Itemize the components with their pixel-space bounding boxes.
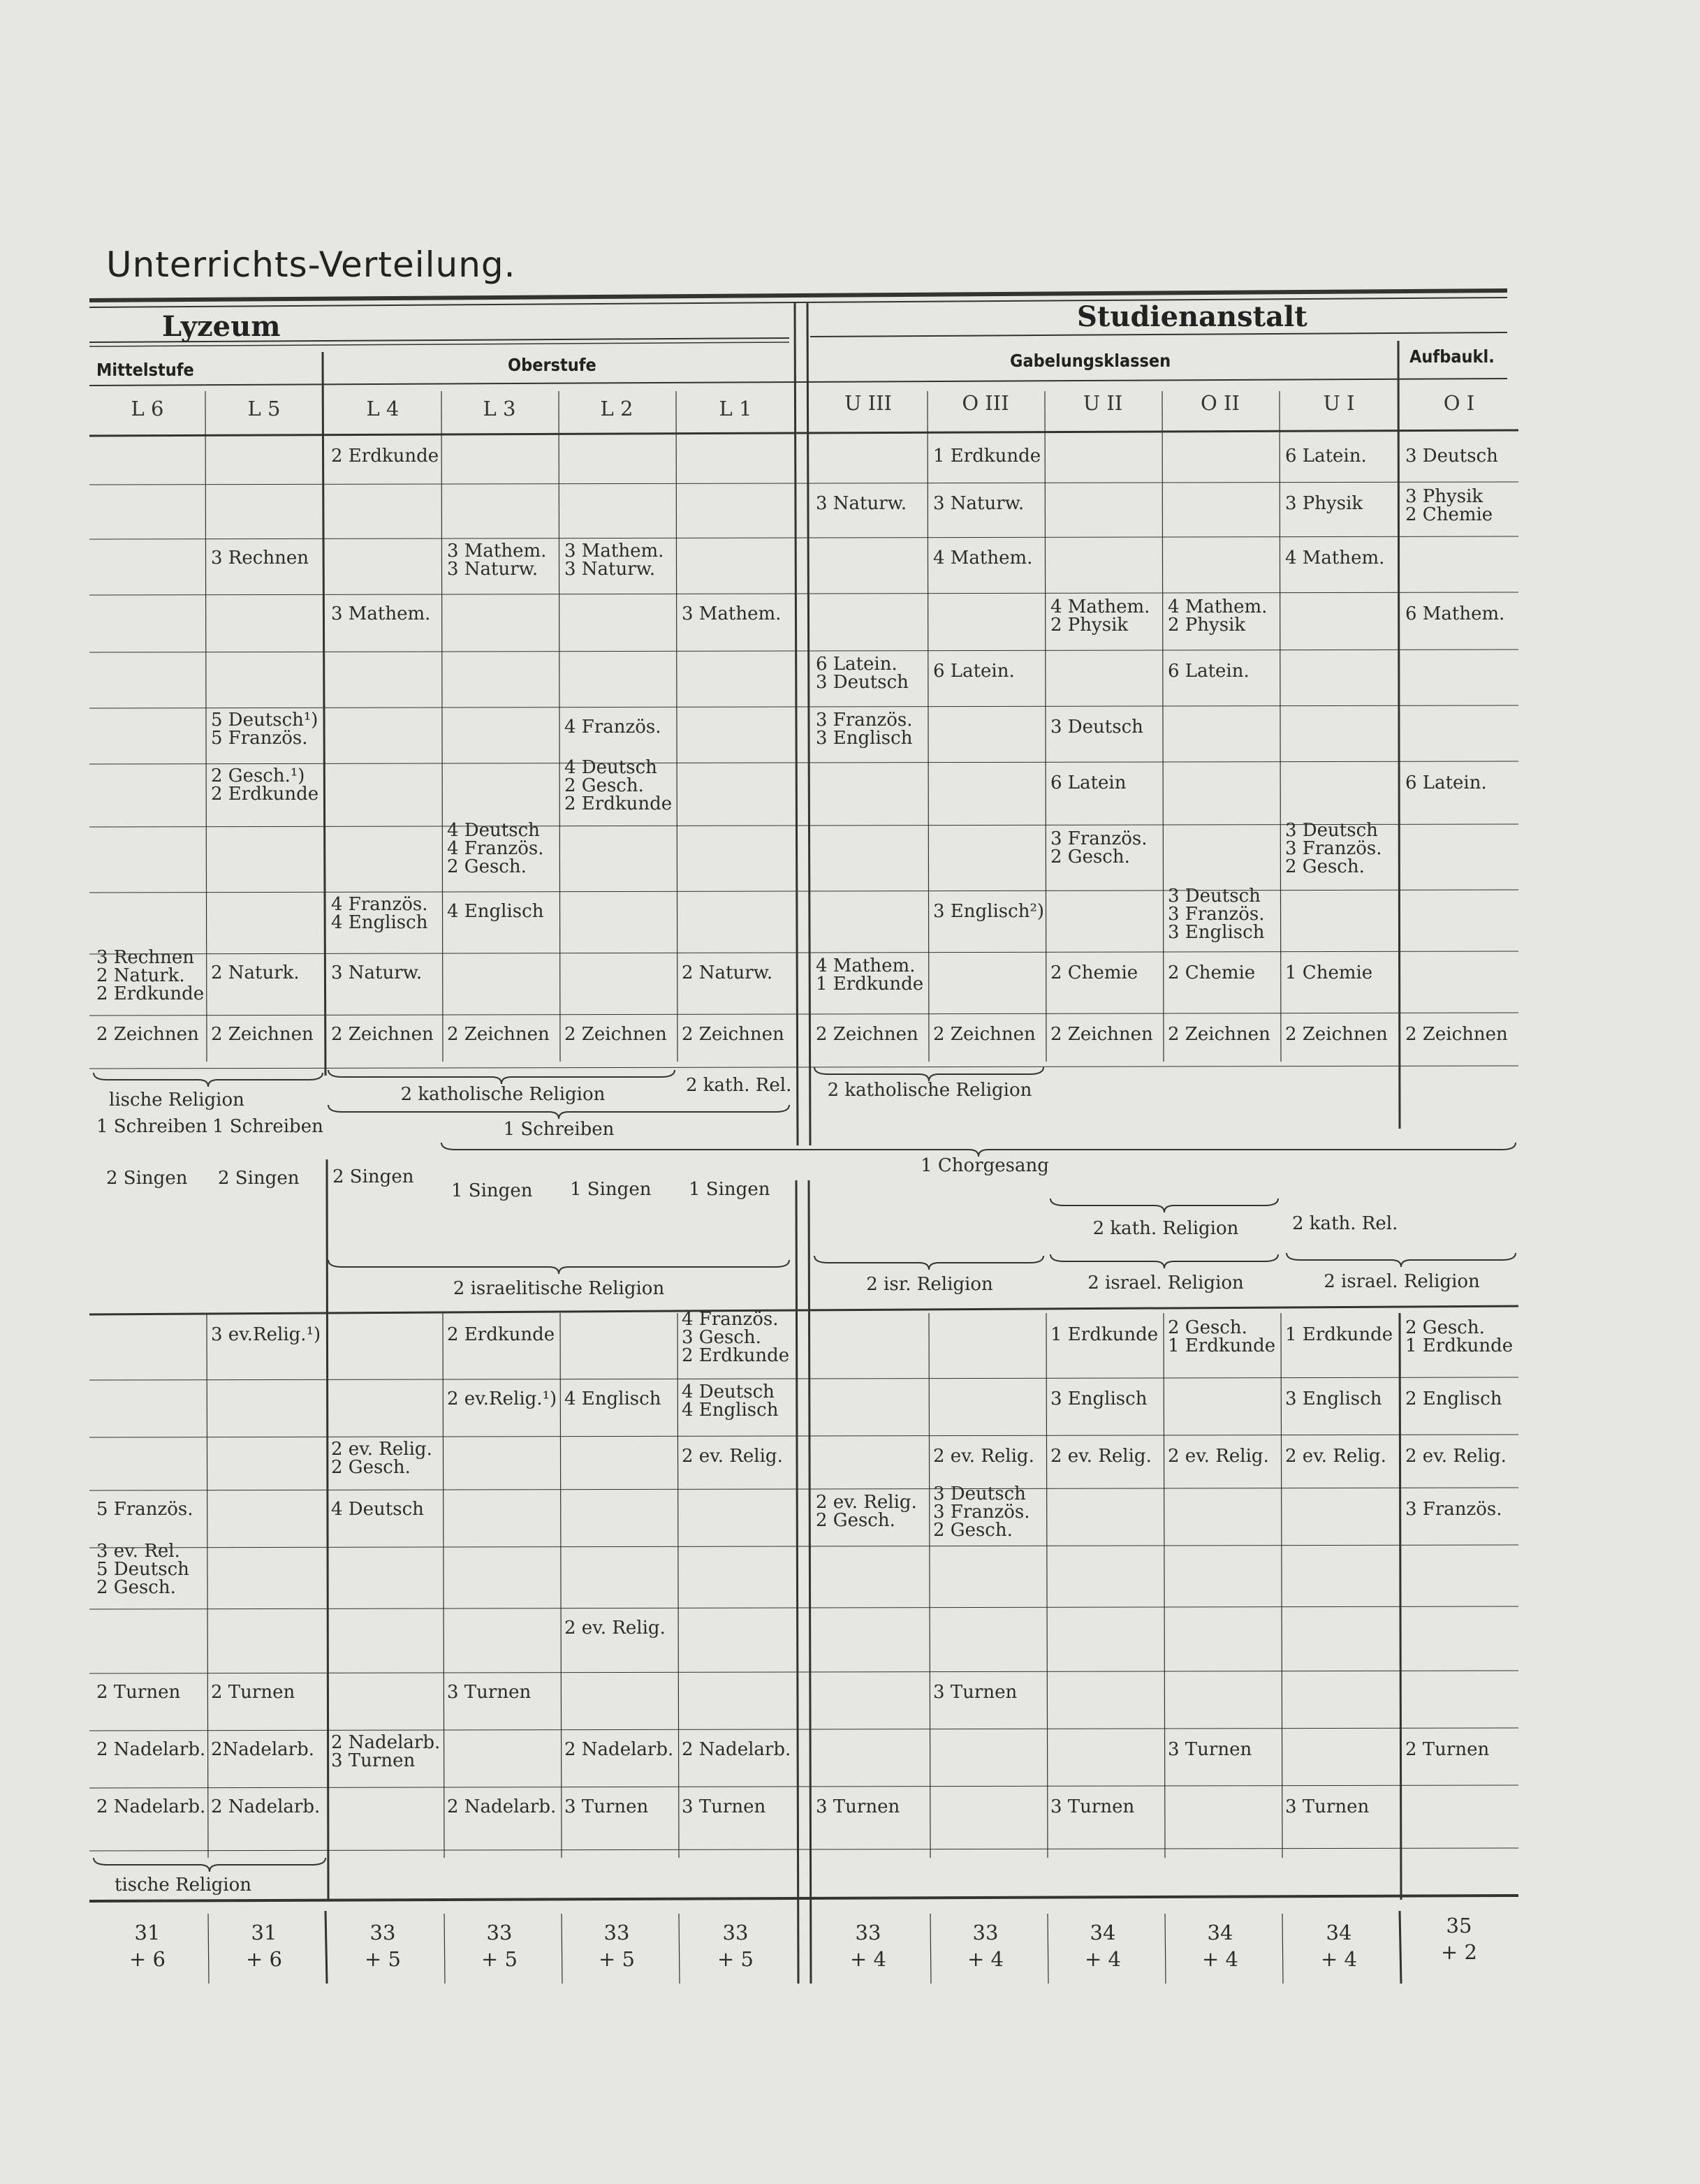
column-rule-0 [205,391,207,1062]
lesson-r6-c8: 6 Latein [1050,772,1127,793]
row-rule2-4 [89,1606,1518,1609]
page-title: Unterrichts-Verteilung. [106,244,516,285]
row-rule-8 [89,951,1518,954]
lesson-r9-c8: 2 Chemie [1050,962,1138,983]
column-rule-7 [1280,391,1281,1062]
row-rule2-6 [89,1728,1518,1731]
lesson-r4-c9: 6 Latein. [1168,661,1250,682]
class-header-o-iii: O III [962,391,1009,415]
brace-religion-bottom [94,1858,325,1872]
lesson-r9-c9: 2 Chemie [1168,962,1256,983]
lesson-r4-c6: 6 Latein. 3 Deutsch [816,654,909,693]
subheader-rule [89,379,1507,386]
lesson-r8-c7: 3 Englisch²) [933,901,1045,922]
lesson-r10-c3: 2 Zeichnen [447,1024,550,1045]
lesson-r8-c9: 3 Deutsch 3 Französ. 3 Englisch [1168,886,1265,943]
lesson-r3-c5: 3 Mathem. [682,603,782,624]
lesson-r10-c10: 2 Zeichnen [1285,1024,1388,1045]
total-hours-11: 35 + 2 [1441,1914,1477,1964]
aufbau-divider [1398,341,1400,1129]
section2-top-rule [89,1306,1518,1314]
column-rule-3 [676,391,677,1062]
catholic-religion-unterstufe: 2 katholische Religion [827,1080,1032,1101]
lesson-r0-c7: 1 Erdkunde [933,446,1041,467]
total-hours-2: 33 + 5 [365,1921,401,1971]
lesson2-r7-c9: 3 Turnen [1168,1739,1252,1760]
lesson-r2-c10: 4 Mathem. [1285,548,1385,569]
brace-schreiben [328,1105,789,1119]
row-rule2-2 [89,1488,1518,1490]
catholic-religion-l1: 2 kath. Rel. [686,1075,792,1096]
lesson2-r0-c9: 2 Gesch. 1 Erdkunde [1168,1317,1276,1356]
column-rule-5 [1045,391,1046,1062]
row-rule-0 [89,482,1518,485]
catholic-religion-ui: 2 kath. Rel. [1292,1213,1398,1234]
divider-left [795,303,798,1145]
lesson-r9-c6: 4 Mathem. 1 Erdkunde [816,955,924,995]
header-lyzeum: Lyzeum [162,310,281,343]
header-aufbauklasse: Aufbaukl. [1409,346,1495,367]
lesson2-r2-c5: 2 ev. Relig. [682,1446,783,1467]
lesson-r3-c8: 4 Mathem. 2 Physik [1050,596,1150,636]
lesson-r10-c0: 2 Zeichnen [96,1024,199,1045]
class-header-u-i: U I [1323,391,1355,415]
class-row-rule [89,430,1518,436]
lesson-r2-c4: 3 Mathem. 3 Naturw. [564,541,664,580]
class-header-o-i: O I [1443,391,1475,415]
class-header-l-1: L 1 [719,397,752,420]
lesson-r5-c4: 4 Französ. [564,717,661,738]
writing-oberstufe: 1 Schreiben [503,1119,615,1140]
row-rule2-7 [89,1785,1518,1788]
total-hours-10: 34 + 4 [1321,1921,1357,1971]
class-header-l-4: L 4 [366,397,400,420]
lesson2-r7-c1: 2Nadelarb. [211,1739,314,1760]
writing-l5: 1 Schreiben [212,1116,323,1137]
lesson2-r6-c7: 3 Turnen [933,1682,1018,1703]
total-hours-5: 33 + 5 [717,1921,754,1971]
lesson2-r2-c11: 2 ev. Relig. [1405,1446,1507,1467]
lesson-r10-c6: 2 Zeichnen [816,1024,918,1045]
jewish-religion-uiii-oiii: 2 isr. Religion [866,1274,993,1295]
lesson-r1-c10: 3 Physik [1285,493,1363,514]
lesson2-r8-c1: 2 Nadelarb. [211,1796,321,1817]
stufe-divider [323,352,325,1076]
lesson-r3-c2: 3 Mathem. [331,603,431,624]
class-header-l-2: L 2 [600,397,633,420]
lesson-r9-c0: 3 Rechnen 2 Naturk. 2 Erdkunde [96,947,205,1004]
lesson-r8-c2: 4 Französ. 4 Englisch [331,894,428,933]
lesson-r2-c3: 3 Mathem. 3 Naturw. [447,541,547,580]
row-rule2-0 [89,1377,1518,1380]
column-rule-lower-4 [929,1313,930,1858]
stufe-divider-lower [327,1159,328,1900]
lesson2-r3-c7: 3 Deutsch 3 Französ. 2 Gesch. [933,1483,1030,1541]
lesson2-r7-c2: 2 Nadelarb. 3 Turnen [331,1732,441,1771]
lesson2-r2-c2: 2 ev. Relig. 2 Gesch. [331,1439,432,1478]
lesson2-r7-c4: 2 Nadelarb. [564,1739,674,1760]
row-rule2-1 [89,1435,1518,1437]
lesson2-r7-c5: 2 Nadelarb. [682,1739,791,1760]
lesson-r10-c9: 2 Zeichnen [1168,1024,1270,1045]
class-header-u-ii: U II [1083,391,1123,415]
brace-religion-mittelstufe [94,1073,323,1087]
lesson2-r8-c8: 3 Turnen [1050,1796,1135,1817]
totals-rule [89,1896,1518,1901]
column-rule-lower-6 [1164,1313,1165,1858]
lesson-r10-c5: 2 Zeichnen [682,1024,784,1045]
lesson-r9-c10: 1 Chemie [1285,962,1373,983]
column-rule-lower-2 [560,1313,562,1858]
total-hours-1: 31 + 6 [246,1921,282,1971]
column-rule-1 [441,391,443,1062]
column-rule-lower-7 [1281,1313,1282,1858]
lesson2-r2-c8: 2 ev. Relig. [1050,1446,1152,1467]
jewish-religion-oberstufe: 2 israelitische Religion [453,1278,665,1299]
row-rule-2 [89,592,1518,595]
column-rule-4 [928,391,929,1062]
lesson2-r8-c6: 3 Turnen [816,1796,900,1817]
total-hours-3: 33 + 5 [481,1921,518,1971]
brace-kath-religion-uii [1050,1199,1278,1212]
total-hours-6: 33 + 4 [850,1921,886,1971]
lesson2-r4-c0: 3 ev. Rel. 5 Deutsch 2 Gesch. [96,1541,189,1598]
lesson-r10-c4: 2 Zeichnen [564,1024,667,1045]
lesson-r8-c3: 4 Englisch [447,901,544,922]
column-rule-lower-3 [677,1313,679,1858]
column-rule-6 [1162,391,1164,1062]
lesson2-r5-c4: 2 ev. Relig. [564,1618,666,1639]
row-rule-5 [89,761,1518,764]
lesson-r2-c1: 3 Rechnen [211,548,309,569]
brace-chorgesang [441,1143,1516,1157]
row-rule2-3 [89,1545,1518,1548]
lesson2-r7-c0: 2 Nadelarb. [96,1739,206,1760]
lesson2-r0-c8: 1 Erdkunde [1050,1324,1159,1345]
lesson2-r0-c11: 2 Gesch. 1 Erdkunde [1405,1317,1514,1356]
class-header-o-ii: O II [1201,391,1240,415]
class-header-l-5: L 5 [247,397,281,420]
lesson2-r8-c0: 2 Nadelarb. [96,1796,206,1817]
lesson2-r0-c5: 4 Französ. 3 Gesch. 2 Erdkunde [682,1309,790,1366]
lesson-r1-c6: 3 Naturw. [816,493,907,514]
lesson2-r2-c7: 2 ev. Relig. [933,1446,1034,1467]
header-studienanstalt: Studienanstalt [1077,300,1307,333]
religion-lyzeum-mittelstufe: lische Religion [109,1090,244,1111]
brace-kath-religion-ua [814,1067,1043,1081]
column-rule-lower-5 [1046,1313,1048,1858]
lesson2-r1-c3: 2 ev.Relig.¹) [447,1388,557,1409]
lesson-r5-c6: 3 Französ. 3 Englisch [816,710,913,749]
singing-l6: 2 Singen [106,1168,188,1189]
lesson2-r2-c10: 2 ev. Relig. [1285,1446,1386,1467]
lesson2-r1-c11: 2 Englisch [1405,1388,1502,1409]
divider-lower-left [796,1180,798,1984]
lesson-r7-c10: 3 Deutsch 3 Französ. 2 Gesch. [1285,820,1382,877]
row-rule2-8 [89,1848,1518,1851]
row-rule-7 [89,890,1518,893]
lesson2-r1-c8: 3 Englisch [1050,1388,1148,1409]
lesson2-r0-c1: 3 ev.Relig.¹) [211,1324,321,1345]
lesson-r10-c1: 2 Zeichnen [211,1024,314,1045]
column-rule-2 [559,391,560,1062]
brace-kath-religion [328,1070,675,1084]
header-gabelungsklassen: Gabelungsklassen [1010,351,1171,371]
total-hours-4: 33 + 5 [599,1921,635,1971]
lesson2-r1-c4: 4 Englisch [564,1388,661,1409]
row-rule-1 [89,536,1518,539]
lesson-r10-c8: 2 Zeichnen [1050,1024,1153,1045]
singing-l3: 1 Singen [451,1180,533,1201]
divider-right [807,303,810,1145]
class-header-l-3: L 3 [483,397,516,420]
row-rule-3 [89,650,1518,652]
lesson-r1-c7: 3 Naturw. [933,493,1025,514]
lesson-r5-c8: 3 Deutsch [1050,717,1143,738]
singing-l5: 2 Singen [218,1168,300,1189]
lesson2-r0-c10: 1 Erdkunde [1285,1324,1393,1345]
jewish-religion-ui-oi: 2 israel. Religion [1324,1271,1480,1292]
choir-singing: 1 Chorgesang [921,1155,1049,1176]
class-header-u-iii: U III [844,391,893,415]
row-rule2-5 [89,1671,1518,1673]
lesson-r9-c1: 2 Naturk. [211,962,300,983]
row-rule-4 [89,705,1518,708]
column-rule-lower-0 [207,1313,208,1858]
lesson2-r6-c1: 2 Turnen [211,1682,295,1703]
lesson-r0-c11: 3 Deutsch [1405,446,1498,467]
brace-isr-religion [328,1260,789,1274]
lesson-r7-c8: 3 Französ. 2 Gesch. [1050,828,1148,867]
lesson2-r8-c3: 2 Nadelarb. [447,1796,557,1817]
row-rule-10 [89,1066,1518,1069]
lesson-r3-c9: 4 Mathem. 2 Physik [1168,596,1268,636]
lesson2-r6-c0: 2 Turnen [96,1682,181,1703]
lesson-r10-c2: 2 Zeichnen [331,1024,434,1045]
lesson2-r8-c5: 3 Turnen [682,1796,766,1817]
total-hours-8: 34 + 4 [1085,1921,1121,1971]
brace-isr-uiii [814,1256,1043,1270]
lesson2-r3-c6: 2 ev. Relig. 2 Gesch. [816,1492,917,1531]
lesson-r1-c11: 3 Physik 2 Chemie [1405,486,1493,525]
lesson-r3-c11: 6 Mathem. [1405,603,1505,624]
lesson-r5-c1: 5 Deutsch¹) 5 Französ. [211,710,318,749]
brace-isr-ui [1287,1253,1516,1267]
lesson2-r3-c2: 4 Deutsch [331,1499,424,1520]
lesson-r10-c7: 2 Zeichnen [933,1024,1036,1045]
lesson-r0-c10: 6 Latein. [1285,446,1367,467]
header-oberstufe: Oberstufe [508,355,596,375]
column-rule-lower-1 [443,1313,444,1858]
lesson2-r8-c4: 3 Turnen [564,1796,649,1817]
lesson2-r7-c11: 2 Turnen [1405,1739,1490,1760]
lesson-r9-c5: 2 Naturw. [682,962,773,983]
lesson2-r0-c3: 2 Erdkunde [447,1324,555,1345]
row-rule-9 [89,1013,1518,1016]
lesson-r0-c2: 2 Erdkunde [331,446,439,467]
total-hours-0: 31 + 6 [129,1921,166,1971]
singing-l1: 1 Singen [689,1179,770,1200]
catholic-religion-oberstufe: 2 katholische Religion [400,1084,606,1105]
header-mittelstufe: Mittelstufe [96,360,194,380]
writing-l6: 1 Schreiben [96,1116,207,1137]
religion-lyzeum-bottom: tische Religion [115,1875,252,1896]
divider-lower-right [809,1180,811,1984]
lesson-r4-c7: 6 Latein. [933,661,1015,682]
lesson-r6-c1: 2 Gesch.¹) 2 Erdkunde [211,765,319,805]
lesson2-r3-c11: 3 Französ. [1405,1499,1502,1520]
singing-l4: 2 Singen [332,1166,414,1187]
lesson2-r2-c9: 2 ev. Relig. [1168,1446,1269,1467]
lesson2-r1-c10: 3 Englisch [1285,1388,1382,1409]
lesson-r10-c11: 2 Zeichnen [1405,1024,1508,1045]
total-hours-7: 33 + 4 [967,1921,1004,1971]
lesson-r6-c4: 4 Deutsch 2 Gesch. 2 Erdkunde [564,757,673,814]
lesson2-r1-c5: 4 Deutsch 4 Englisch [682,1382,779,1421]
class-header-l-6: L 6 [131,397,164,420]
catholic-religion-uii-oii: 2 kath. Religion [1092,1218,1239,1239]
singing-l2: 1 Singen [570,1179,652,1200]
lesson2-r3-c0: 5 Französ. [96,1499,193,1520]
lesson-r6-c11: 6 Latein. [1405,772,1487,793]
total-hours-9: 34 + 4 [1202,1921,1238,1971]
brace-isr-uii [1050,1254,1278,1268]
lesson-r2-c7: 4 Mathem. [933,548,1033,569]
jewish-religion-uii-oii: 2 israel. Religion [1087,1273,1244,1293]
lesson-r9-c2: 3 Naturw. [331,962,423,983]
lesson2-r6-c3: 3 Turnen [447,1682,532,1703]
lesson2-r8-c10: 3 Turnen [1285,1796,1370,1817]
lesson-r7-c3: 4 Deutsch 4 Französ. 2 Gesch. [447,820,544,877]
